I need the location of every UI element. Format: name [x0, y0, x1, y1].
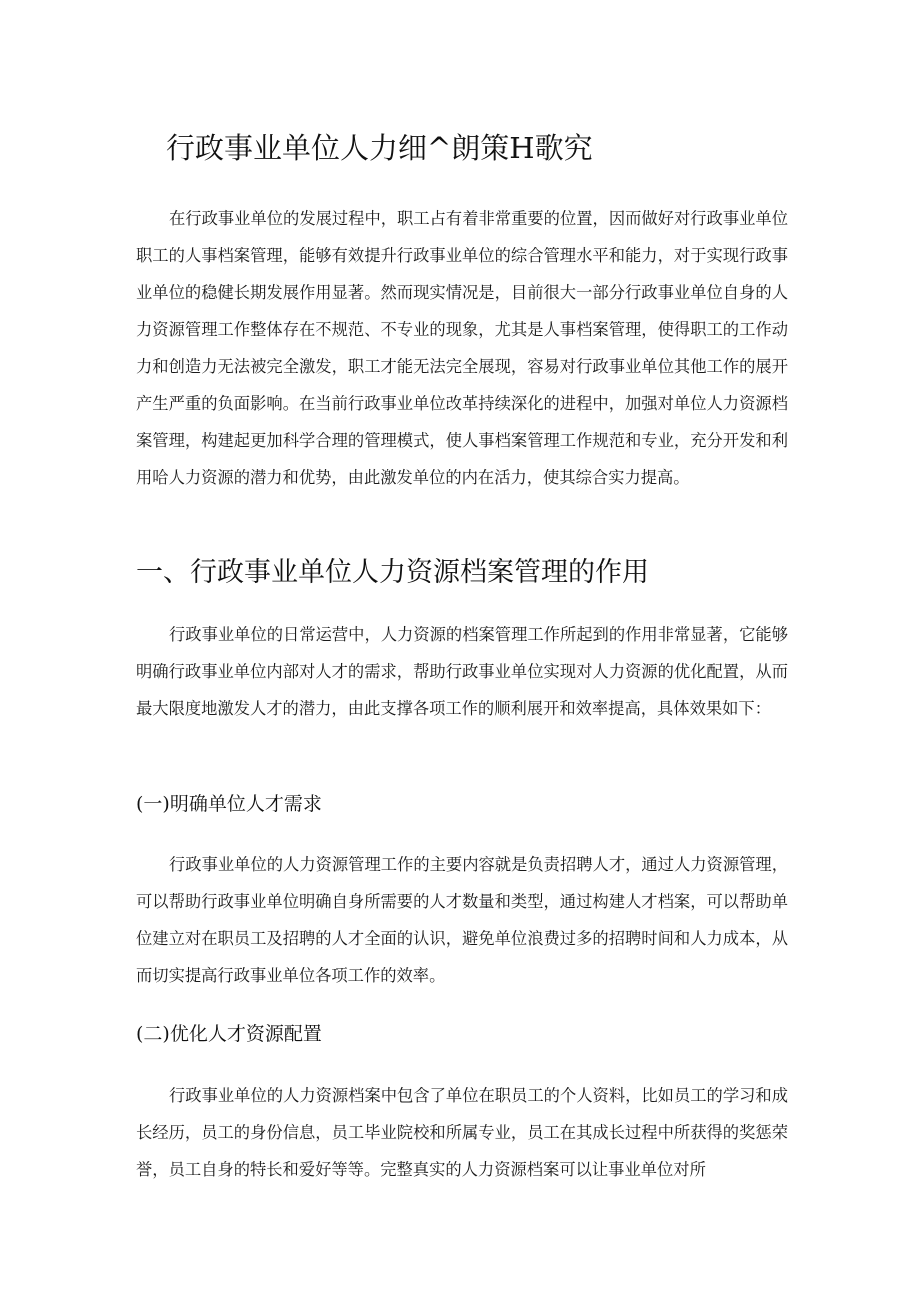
section-1-paragraph: 行政事业单位的日常运营中，人力资源的档案管理工作所起到的作用非常显著，它能够明确行政事业单位内部对人才的需求，帮助行政事业单位实现对人力资源的优化配置，从而最大限度地激发人才的潜力，由此支撑各项工作的顺利展开和效率提高，具体效果如下： — [136, 625, 788, 718]
intro-paragraph: 在行政事业单位的发展过程中，职工占有着非常重要的位置，因而做好对行政事业单位职工的人事档案管理，能够有效提升行政事业单位的综合管理水平和能力，对于实现行政事业单位的稳健长期发展作用显著。然而现实情况是，目前很大一部分行政事业单位自身的人力资源管理工作整体存在不规范、不专业的现象，尤其是人事档案管理，使得职工的工作动力和创造力无法被完全激发，职工才能无法完全展现，容易对行政事业单位其他工作的展开产生严重的负面影响。在当前行政事业单位改革持续深化的进程中，加强对单位人力资源档案管理，构建起更加科学合理的管理模式，使人事档案管理工作规范和专业，充分开发和利用哈人力资源的潜力和优势，由此激发单位的内在活力，使其综合实力提高。 — [136, 209, 788, 487]
subsection-2-paragraph: 行政事业单位的人力资源档案中包含了单位在职员工的个人资料，比如员工的学习和成长经历，员工的身份信息，员工毕业院校和所属专业，员工在其成长过程中所获得的奖惩荣誉，员工自身的特长和爱好等等。完整真实的人力资源档案可以让事业单位对所 — [136, 1086, 788, 1179]
section-1-heading: 一、行政事业单位人力资源档案管理的作用 — [136, 557, 649, 588]
subsection-1-paragraph: 行政事业单位的人力资源管理工作的主要内容就是负责招聘人才，通过人力资源管理，可以帮助行政事业单位明确自身所需要的人才数量和类型，通过构建人才档案，可以帮助单位建立对在职员工及招聘的人才全面的认识，避免单位浪费过多的招聘时间和人力成本，从而切实提高行政事业单位各项工作的效率。 — [136, 855, 788, 985]
subsection-2-heading: (二)优化人才资源配置 — [136, 1023, 322, 1045]
subsection-1-heading: (一)明确单位人才需求 — [136, 793, 322, 815]
document-title: 行政事业单位人力细^朗策H歌究 — [166, 131, 593, 165]
